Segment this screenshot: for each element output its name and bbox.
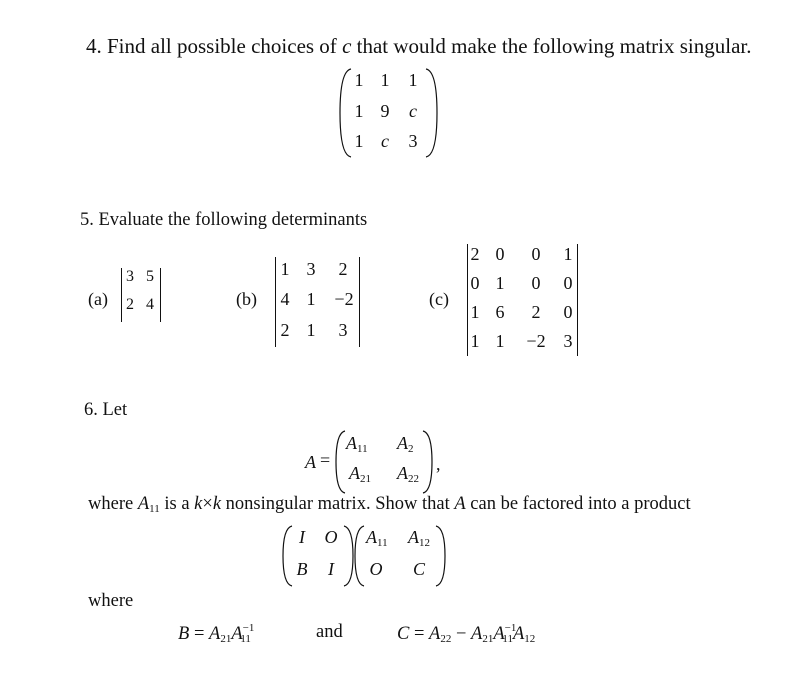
matrix-cell: 1 (354, 70, 364, 90)
eq-lhs: A (305, 452, 316, 472)
determinant-cell: 2 (126, 296, 134, 313)
part-label-c: (c) (429, 289, 449, 309)
determinant-cell: 0 (563, 273, 573, 293)
determinant-cell: −2 (526, 331, 546, 351)
block-right-paren (421, 430, 433, 494)
determinant-cell: 1 (306, 289, 316, 309)
block-a22: $A_{22}$ (397, 463, 419, 485)
determinant-cell: 2 (338, 259, 348, 279)
determinant-cell: 1 (495, 273, 505, 293)
factor-cell: B (296, 559, 308, 579)
c-definition: $C = A_{22} - A_{21}A^{-1}_{11}A_{12}$ (397, 622, 536, 645)
factor-cell: I (328, 559, 334, 579)
determinant-cell: 0 (495, 244, 505, 264)
determinant-bar (160, 268, 161, 322)
determinant-cell: 2 (280, 320, 290, 340)
determinant-bar (359, 257, 360, 347)
factor-cell: C (412, 559, 425, 579)
where-label: where (88, 591, 134, 611)
determinant-cell: 0 (531, 273, 541, 293)
determinant-bar (577, 244, 578, 356)
b-definition: $B = A_{21}A^{-1}_{11}$ (178, 622, 255, 645)
problem-4-text-b: that would make the following matrix singular. (356, 34, 752, 58)
factor-cell: O (369, 559, 383, 579)
determinant-cell: 1 (563, 244, 573, 264)
determinant-cell: 4 (280, 289, 290, 309)
problem-4-variable: c (342, 34, 352, 58)
matrix-cell: 1 (380, 70, 390, 90)
block-a21: $A_{21}$ (349, 463, 371, 485)
and-word: and (316, 622, 343, 642)
matrix-cell: c (381, 131, 389, 151)
determinant-cell: 1 (306, 320, 316, 340)
trailing-comma: , (436, 454, 441, 474)
factor-cell: I (299, 527, 305, 547)
determinant-cell: 2 (470, 244, 480, 264)
matrix-cell: 9 (380, 101, 390, 121)
determinant-bar (121, 268, 122, 322)
determinant-cell: 3 (338, 320, 348, 340)
determinant-cell: 3 (306, 259, 316, 279)
matrix-right-paren (424, 68, 438, 158)
matrix-cell: 1 (354, 131, 364, 151)
factor-cell: $A_{12}$ (408, 527, 430, 549)
matrix-cell: 3 (408, 131, 418, 151)
determinant-cell: 1 (470, 331, 480, 351)
determinant-cell: 0 (531, 244, 541, 264)
problem-4-number: 4. (86, 34, 102, 58)
factor-cell: O (324, 527, 338, 547)
factor-right-paren (434, 525, 446, 587)
determinant-cell: 1 (280, 259, 290, 279)
eq-sign: = (320, 450, 331, 470)
matrix-cell: c (409, 101, 417, 121)
matrix-left-paren (339, 68, 353, 158)
determinant-bar (275, 257, 276, 347)
determinant-cell: 3 (126, 268, 134, 285)
determinant-cell: 5 (146, 268, 154, 285)
factor-cell: $A_{11}$ (366, 527, 388, 549)
determinant-cell: 4 (146, 296, 154, 313)
factor-left-paren (354, 525, 366, 587)
part-label-b: (b) (236, 289, 257, 309)
determinant-cell: 3 (563, 331, 573, 351)
block-a2: $A_2$ (397, 433, 414, 455)
problem-4-statement (86, 34, 752, 59)
determinant-bar (467, 244, 468, 356)
determinant-cell: 0 (563, 302, 573, 322)
determinant-cell: 1 (470, 302, 480, 322)
matrix-cell: 1 (354, 101, 364, 121)
determinant-cell: 0 (470, 273, 480, 293)
determinant-cell: 1 (495, 331, 505, 351)
factor-right-paren (342, 525, 354, 587)
problem-6-statement: 6. Let (84, 400, 128, 420)
determinant-cell: −2 (334, 289, 354, 309)
block-a11: $A_{11}$ (346, 433, 368, 455)
factor-left-paren (282, 525, 294, 587)
problem-5-statement: 5. Evaluate the following determinants (80, 210, 368, 230)
determinant-cell: 6 (495, 302, 505, 322)
part-label-a: (a) (88, 289, 108, 309)
determinant-cell: 2 (531, 302, 541, 322)
problem-4-text-a: Find all possible choices of (107, 34, 337, 58)
matrix-cell: 1 (408, 70, 418, 90)
factorization-statement: where $A_{11}$ is a k×k nonsingular matrix. Show that A can be factored into a product (88, 494, 691, 515)
